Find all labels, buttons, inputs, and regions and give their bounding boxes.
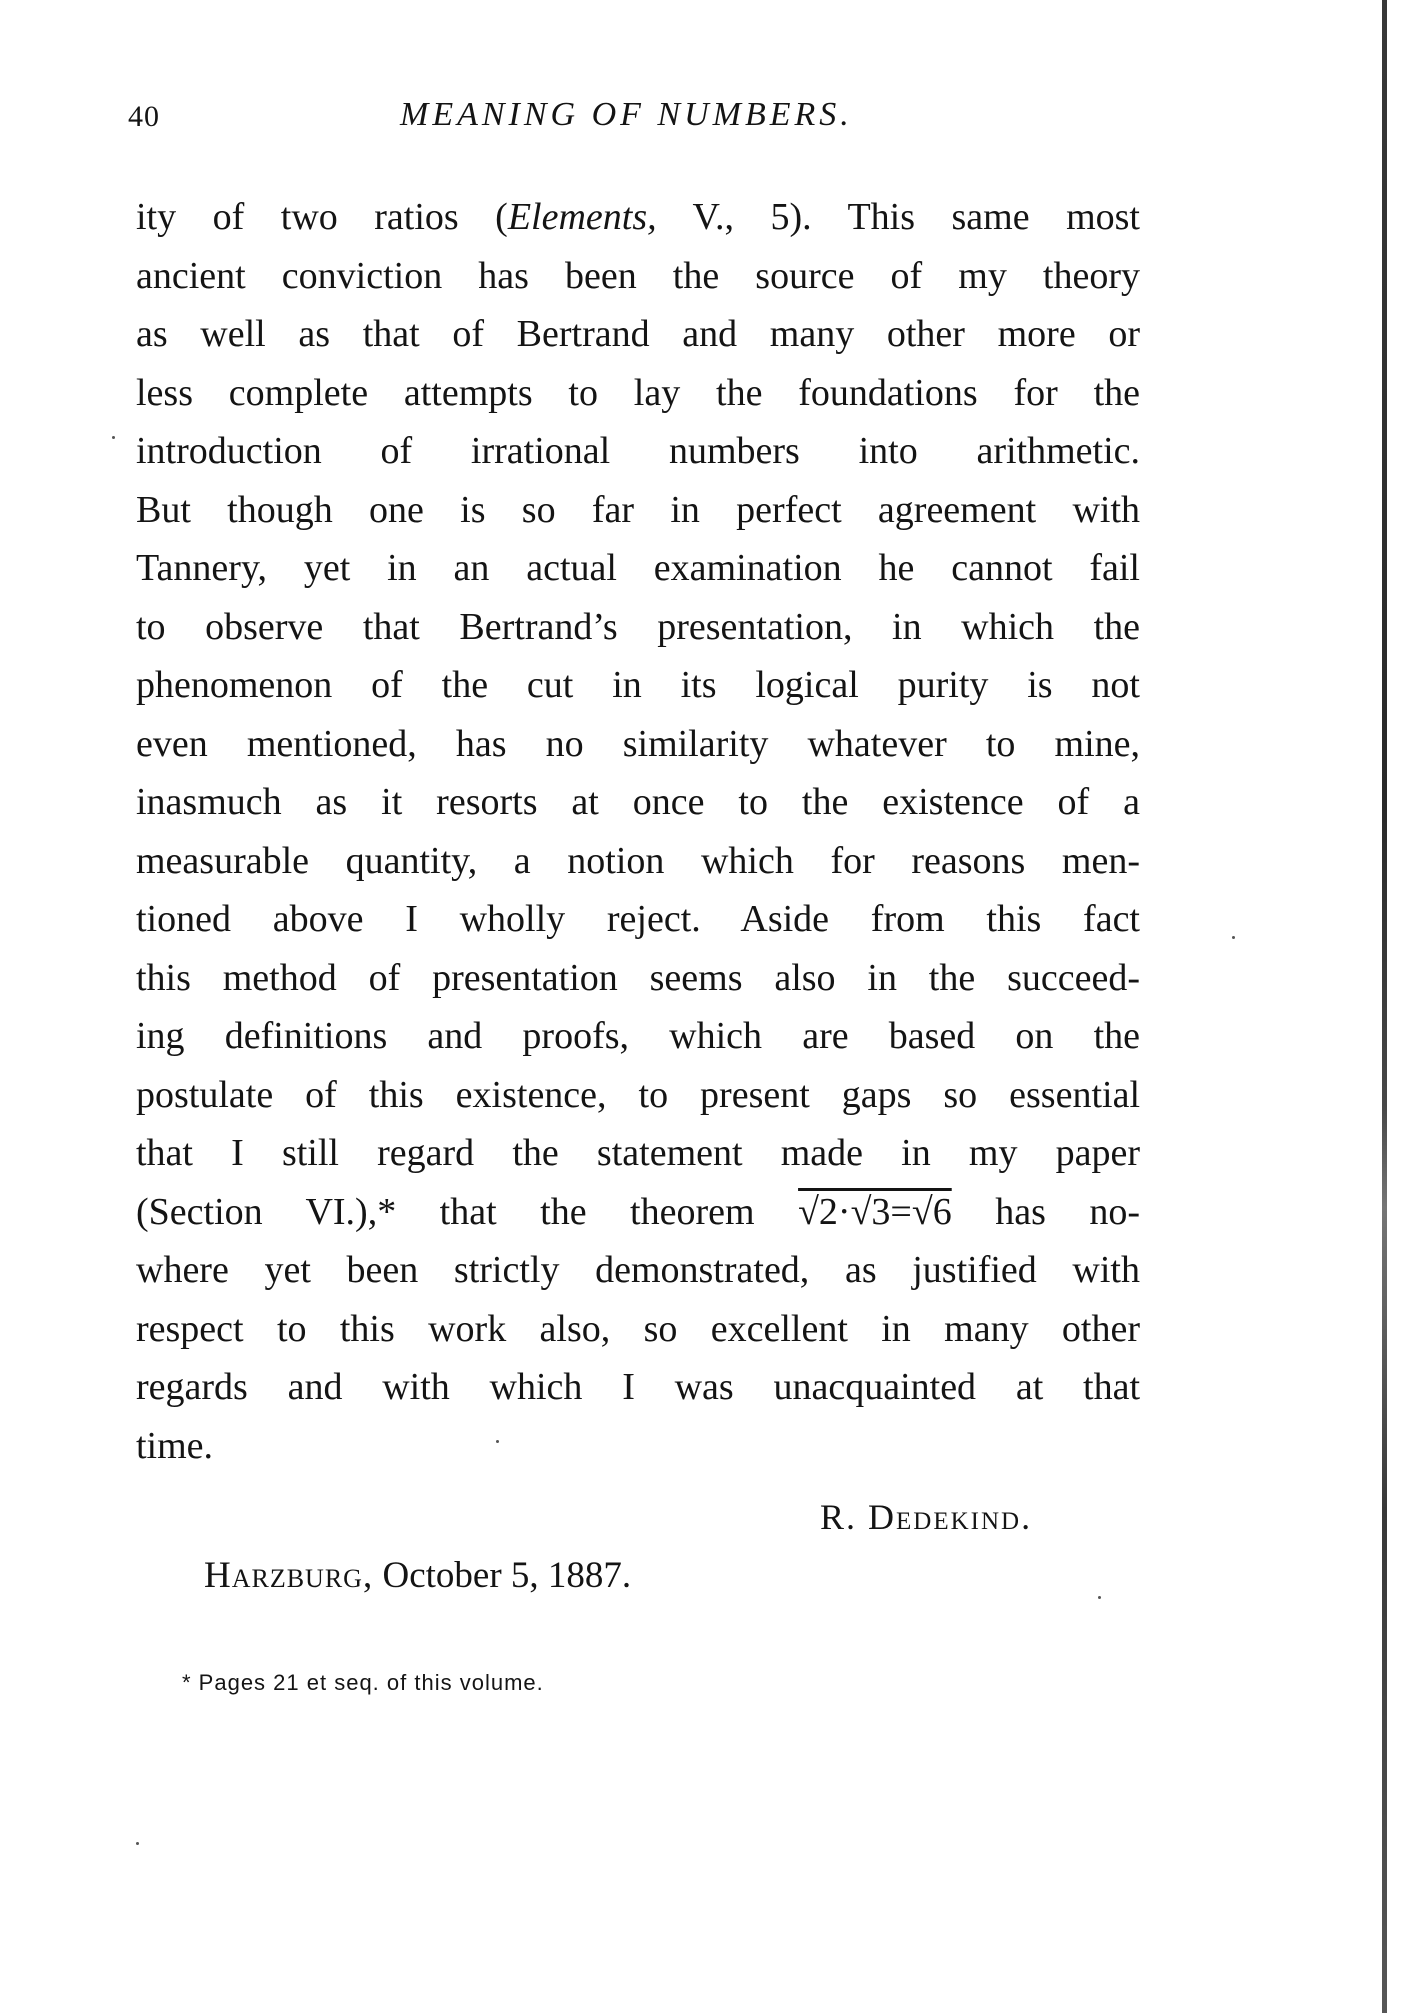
text-line-22: time. <box>136 1424 214 1467</box>
page-number: 40 <box>128 100 160 133</box>
text-line-6: But though one is so far in perfect agreement with <box>136 488 1140 531</box>
text-line-14: this method of presentation seems also in the succeed- <box>136 956 1140 999</box>
text-line-16: postulate of this existence, to present gaps so essential <box>136 1073 1140 1116</box>
date: October 5, 1887. <box>373 1555 632 1596</box>
text-line-1: ity of two ratios (Elements, V., 5). This same most <box>136 196 1140 238</box>
scan-speck <box>496 1440 499 1443</box>
text-line-17: that I still regard the statement made in my paper <box>136 1132 1140 1174</box>
scan-binding-edge <box>1382 0 1387 2013</box>
text-line-9: phenomenon of the cut in its logical purity is not <box>136 664 1140 706</box>
text-line-18: (Section VI.),* that the theorem √2·√3=√6 has no- <box>136 1183 1140 1242</box>
text-line-8: to observe that Bertrand’s presentation, in which the <box>136 605 1140 648</box>
place-date <box>204 1554 631 1597</box>
text-line-19: where yet been strictly demonstrated, as justified with <box>136 1249 1140 1291</box>
text-line-11: inasmuch as it resorts at once to the existence of a <box>136 781 1140 823</box>
body-text <box>136 188 1140 1475</box>
place-name: Harzburg, <box>204 1555 374 1596</box>
scan-speck <box>136 1842 139 1845</box>
running-title: MEANING OF NUMBERS. <box>400 96 853 133</box>
sqrt-equation: √2·√3=√6 <box>798 1190 952 1233</box>
text-line-15: ing definitions and proofs, which are based on the <box>136 1015 1140 1057</box>
scan-speck <box>112 436 115 439</box>
text-line-2: ancient conviction has been the source of my theory <box>136 254 1140 297</box>
text-line-20: respect to this work also, so excellent in many other <box>136 1307 1140 1350</box>
scan-speck <box>1232 936 1235 939</box>
italic-title: Elements, <box>507 196 657 238</box>
text-line-4: less complete attempts to lay the foundations for the <box>136 371 1140 414</box>
text-line-3: as well as that of Bertrand and many other more or <box>136 313 1140 355</box>
scan-speck <box>1098 1596 1101 1599</box>
footnote: * Pages 21 et seq. of this volume. <box>182 1670 544 1695</box>
text-line-7: Tannery, yet in an actual examination he cannot fail <box>136 547 1140 589</box>
text-line-10: even mentioned, has no similarity whatever to mine, <box>136 722 1140 765</box>
text-line-13: tioned above I wholly reject. Aside from this fact <box>136 898 1140 940</box>
text-line-5: introduction of irrational numbers into arithmetic. <box>136 430 1140 472</box>
text-line-12: measurable quantity, a notion which for reasons men- <box>136 839 1140 882</box>
text-line-21: regards and with which I was unacquainted at that <box>136 1366 1140 1408</box>
signature: R. Dedekind. <box>820 1497 1033 1537</box>
